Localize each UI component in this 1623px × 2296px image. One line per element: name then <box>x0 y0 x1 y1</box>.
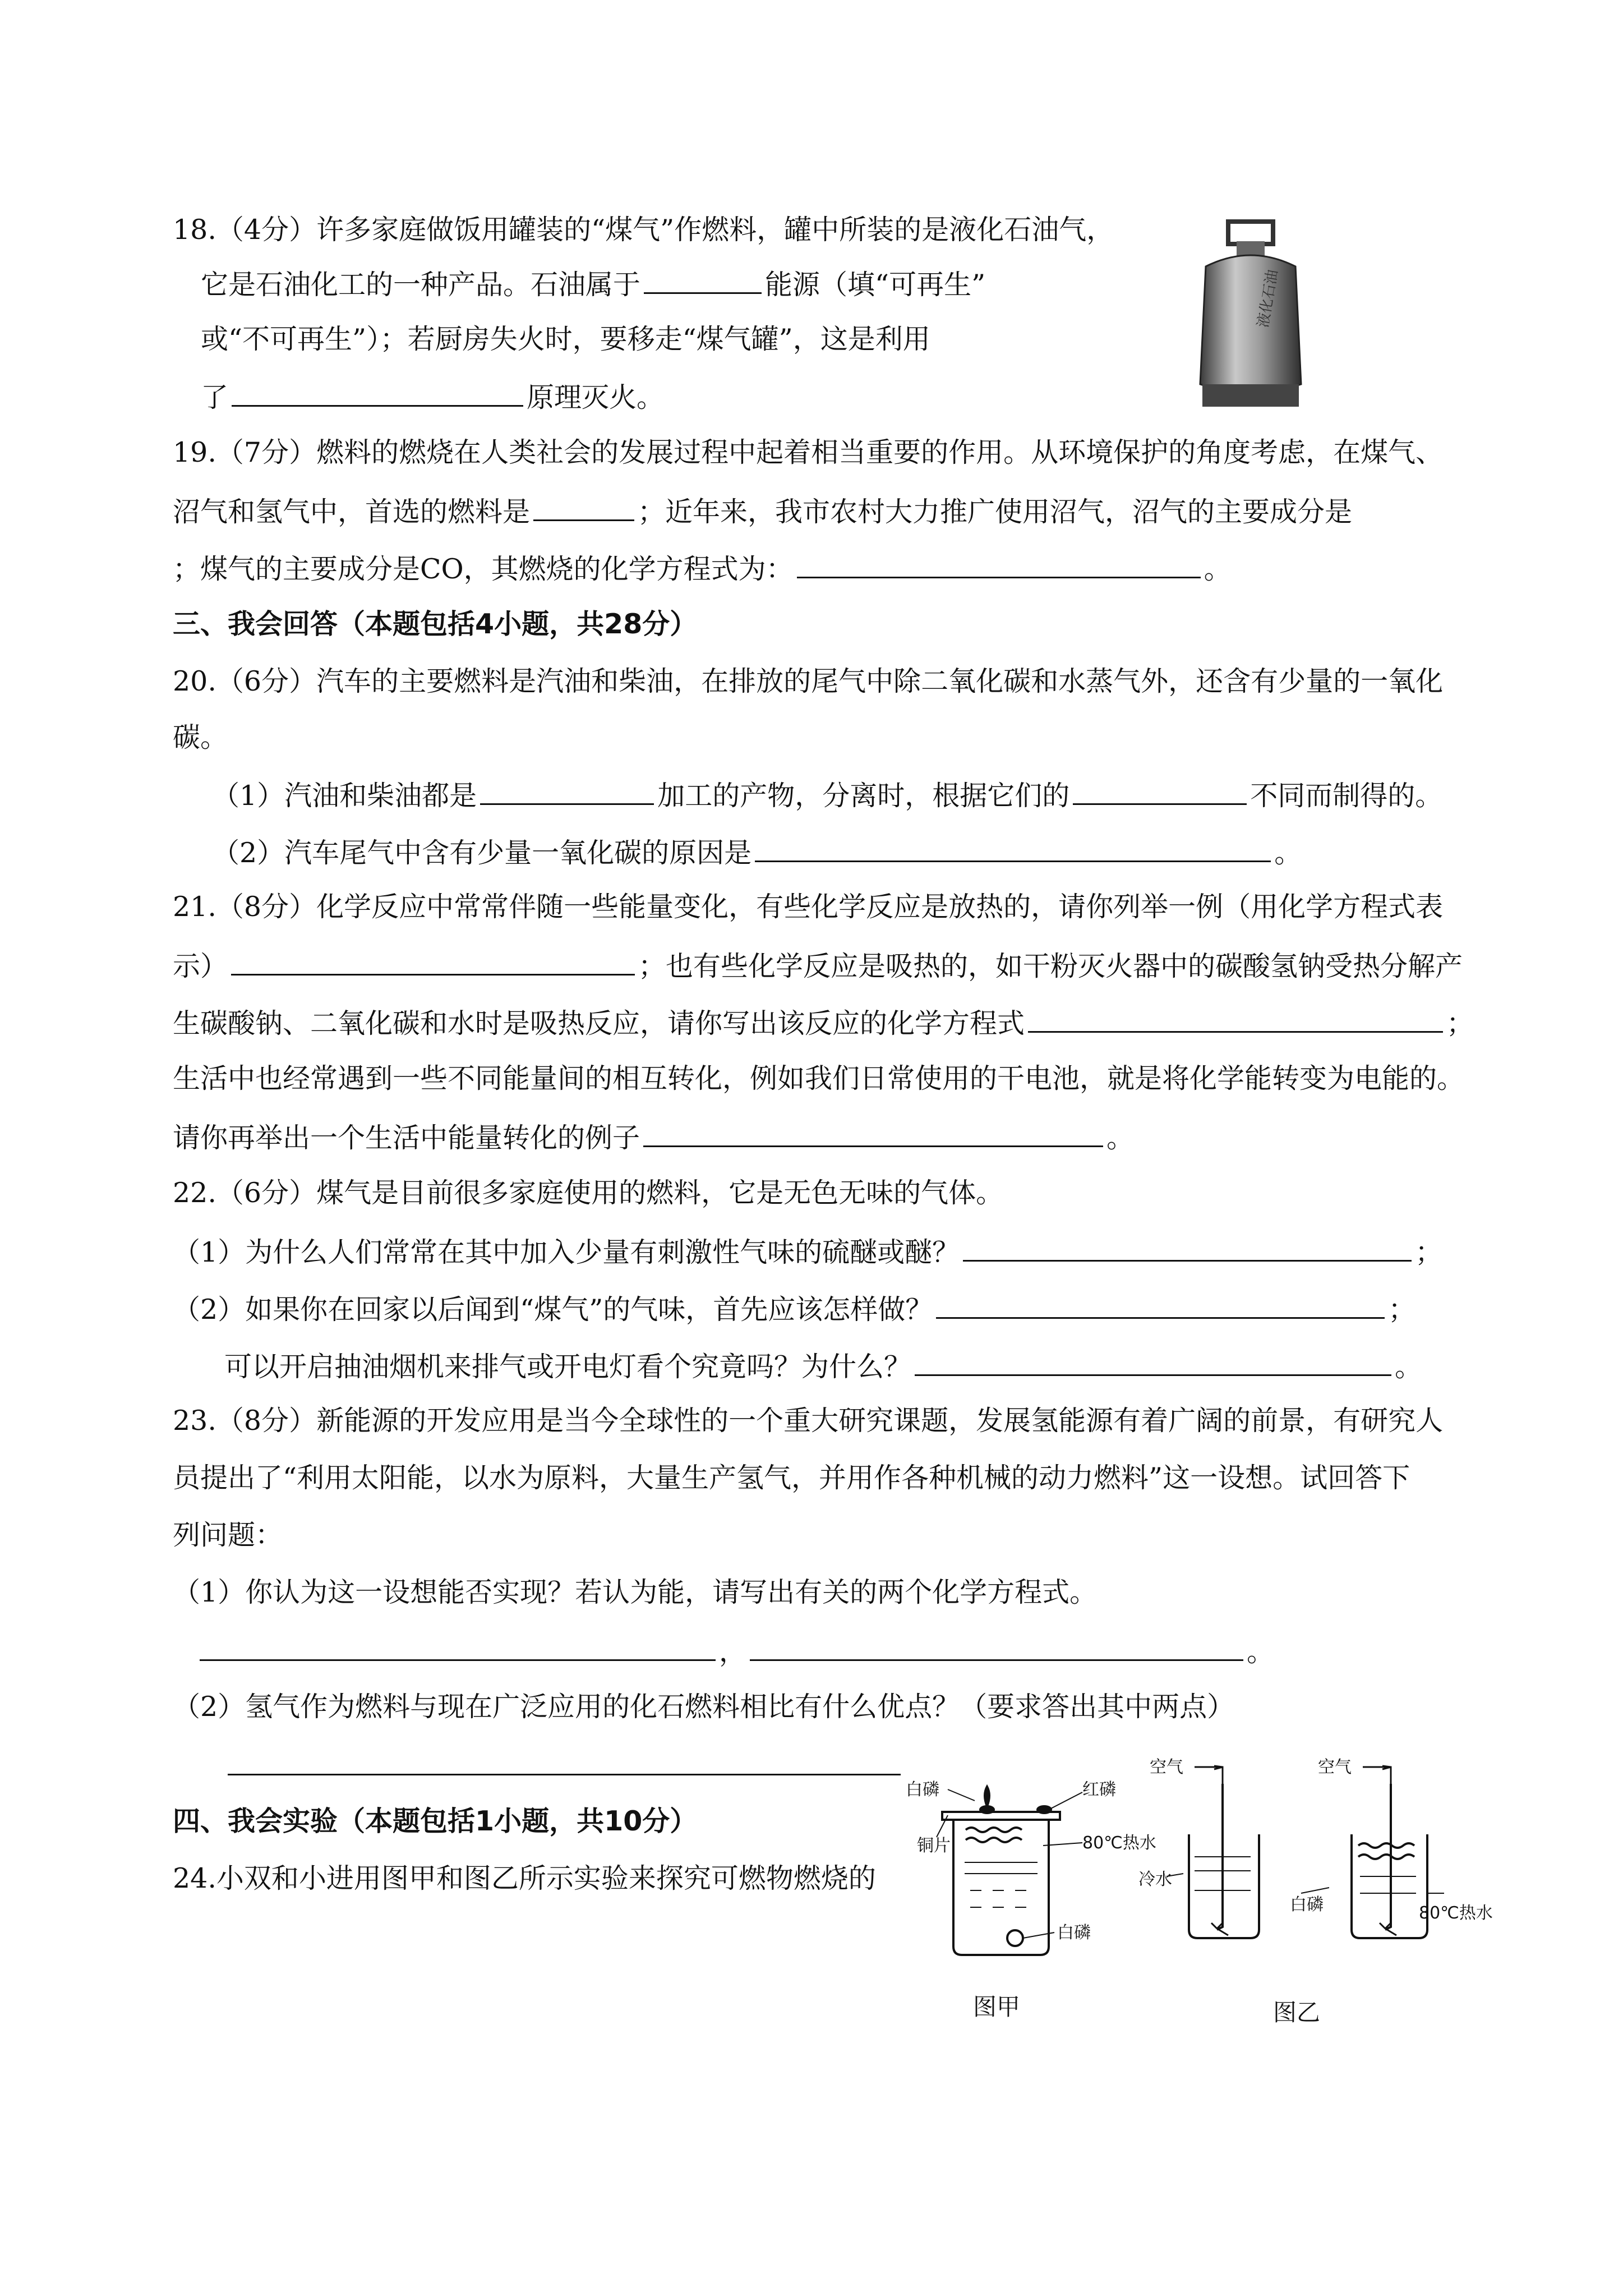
q22-part3: 可以开启抽油烟机来排气或开电灯看个究竟吗？为什么？ 。 <box>224 1345 1422 1387</box>
answer-blank[interactable] <box>755 831 1271 862</box>
q20-line1: 20.（6分）汽车的主要燃料是汽油和柴油，在排放的尾气中除二氧化碳和水蒸气外，还含有少量的一氧化 <box>173 665 1444 697</box>
q23-line2: 员提出了“利用太阳能，以水为原料，大量生产氢气，并用作各种机械的动力燃料”这一设想。试回答下 <box>173 1462 1410 1494</box>
q23-line1: 23.（8分）新能源的开发应用是当今全球性的一个重大研究课题，发展氢能源有着广阔的前景，有研究人 <box>173 1405 1444 1437</box>
gas-tank-photo <box>1183 216 1318 418</box>
q18-line1: 18.（4分）许多家庭做饭用罐装的“煤气”作燃料，罐中所装的是液化石油气， <box>173 214 1114 246</box>
answer-blank[interactable] <box>797 547 1201 578</box>
label-hot-water: 80℃热水 <box>1082 1833 1156 1853</box>
label-hot-water-80: 80℃热水 <box>1419 1903 1493 1923</box>
q22-part2: （2）如果你在回家以后闻到“煤气”的气味，首先应该怎样做？ ； <box>173 1288 1415 1329</box>
caption-figure-yi: 图乙 <box>1273 1999 1321 2026</box>
answer-blank[interactable] <box>228 1745 901 1775</box>
q19-line1: 19.（7分）燃料的燃烧在人类社会的发展过程中起着相当重要的作用。从环境保护的角度考虑，在煤气、 <box>173 436 1444 468</box>
label-cold-water: 冷水 <box>1138 1870 1172 1889</box>
label-white-phosphorus-bottom: 白磷 <box>1057 1923 1091 1943</box>
answer-blank[interactable] <box>963 1231 1412 1262</box>
q20-part2: （2）汽车尾气中含有少量一氧化碳的原因是 。 <box>212 831 1302 873</box>
answer-blank[interactable] <box>1028 1002 1443 1033</box>
q24-line1: 24.小双和小进用图甲和图乙所示实验来探究可燃物燃烧的 <box>173 1862 876 1894</box>
q21-line3: 生碳酸钠、二氧化碳和水时是吸热反应，请你写出该反应的化学方程式 ； <box>173 1002 1474 1043</box>
q18-line3: 或“不可再生”）；若厨房失火时，要移走“煤气罐”，这是利用 <box>201 323 930 355</box>
answer-blank[interactable] <box>231 945 635 976</box>
q19-line2: 沼气和氢气中，首选的燃料是 ；近年来，我市农村大力推广使用沼气，沼气的主要成分是 <box>173 490 1352 532</box>
answer-blank[interactable] <box>915 1345 1391 1376</box>
q22-line1: 22.（6分）煤气是目前很多家庭使用的燃料，它是无色无味的气体。 <box>173 1177 1004 1209</box>
q20-line2: 碳。 <box>173 721 228 753</box>
q19-line3: ；煤气的主要成分是CO，其燃烧的化学方程式为： 。 <box>173 547 1232 589</box>
q23-part1-answers: ， 。 <box>196 1630 1274 1672</box>
answer-blank[interactable] <box>533 490 634 521</box>
q23-part2: （2）氢气作为燃料与现在广泛应用的化石燃料相比有什么优点？（要求答出其中两点） <box>173 1691 1235 1723</box>
section-4-heading: 四、我会实验（本题包括1小题，共10分） <box>173 1805 698 1837</box>
label-copper-sheet: 铜片 <box>917 1836 951 1856</box>
answer-blank[interactable] <box>936 1288 1385 1319</box>
q21-line4: 生活中也经常遇到一些不同能量间的相互转化，例如我们日常使用的干电池，就是将化学能转变为电能的。 <box>173 1062 1465 1094</box>
answer-blank[interactable] <box>643 1116 1103 1147</box>
q23-part1: （1）你认为这一设想能否实现？若认为能，请写出有关的两个化学方程式。 <box>173 1576 1098 1608</box>
tank-label: 液化石油 <box>1255 268 1281 329</box>
q22-part1: （1）为什么人们常常在其中加入少量有刺激性气味的硫醚或醚？ ； <box>173 1231 1442 1272</box>
q23-part2-answer <box>224 1745 904 1786</box>
q21-line2: 示） ；也有些化学反应是吸热的，如干粉灭火器中的碳酸氢钠受热分解产 <box>173 945 1463 986</box>
label-white-phosphorus: 白磷 <box>1290 1895 1324 1915</box>
answer-blank[interactable] <box>1073 774 1247 805</box>
figure-yi-apparatus <box>1138 1750 1509 1963</box>
label-air-left: 空气 <box>1150 1757 1183 1777</box>
answer-blank[interactable] <box>200 1630 716 1661</box>
q18-line4: 了 原理灭火。 <box>201 376 664 417</box>
label-air-right: 空气 <box>1318 1757 1352 1777</box>
q23-line3: 列问题： <box>173 1519 283 1551</box>
answer-blank[interactable] <box>232 376 523 407</box>
caption-figure-jia: 图甲 <box>973 1993 1021 2021</box>
label-white-phosphorus-top: 白磷 <box>906 1780 939 1800</box>
section-3-heading: 三、我会回答（本题包括4小题，共28分） <box>173 608 698 640</box>
q20-part1: （1）汽油和柴油都是 加工的产物，分离时，根据它们的 不同而制得的。 <box>212 774 1442 816</box>
label-red-phosphorus: 红磷 <box>1082 1780 1116 1800</box>
q21-line5: 请你再举出一个生活中能量转化的例子 。 <box>173 1116 1134 1158</box>
q18-line2: 它是石油化工的一种产品。石油属于 能源（填“可再生” <box>201 263 985 305</box>
answer-blank[interactable] <box>644 263 762 294</box>
q21-line1: 21.（8分）化学反应中常常伴随一些能量变化，有些化学反应是放热的，请你列举一例（用化学方程式表 <box>173 891 1444 923</box>
answer-blank[interactable] <box>750 1630 1243 1661</box>
answer-blank[interactable] <box>480 774 654 805</box>
